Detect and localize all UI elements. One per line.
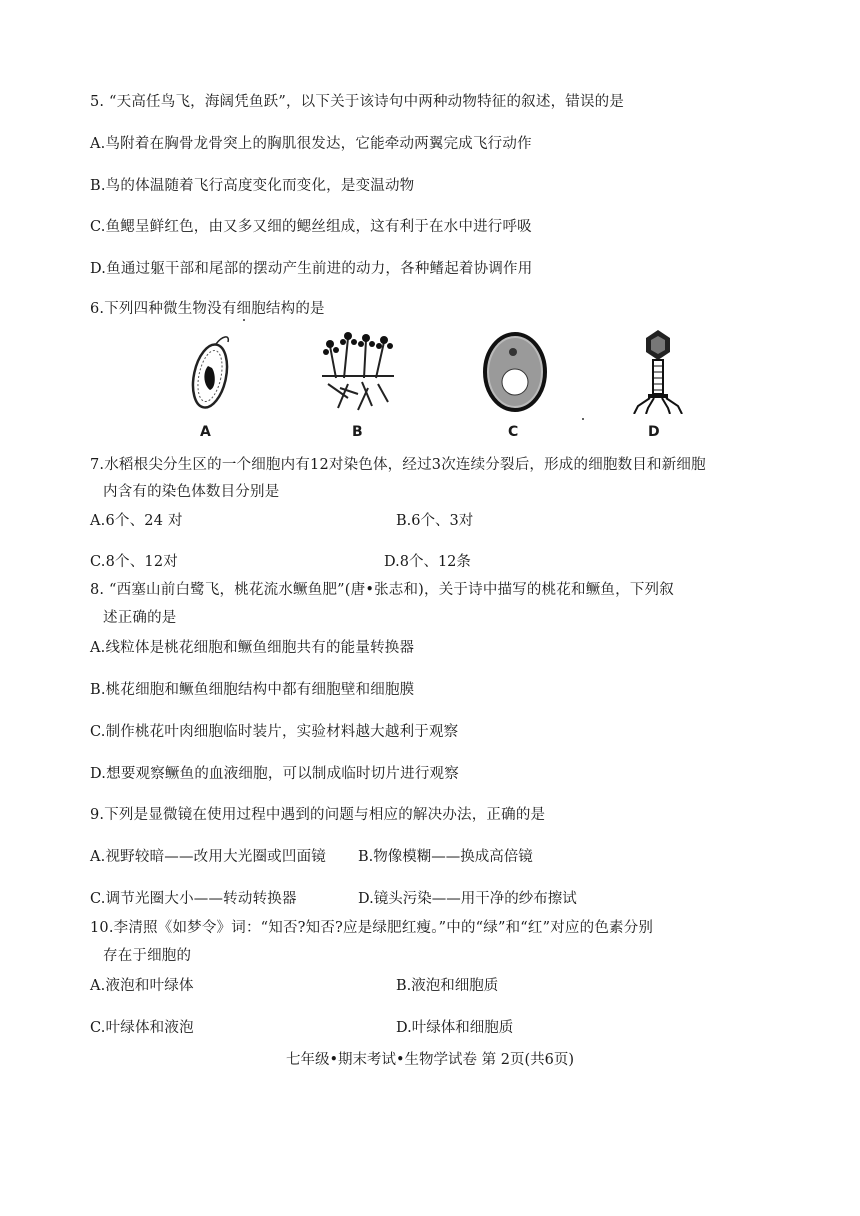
page-footer: 七年级•期末考试•生物学试卷 第 2页(共6页): [285, 1052, 575, 1068]
figure-label-d: D: [648, 424, 660, 440]
q5-option-d: D.鱼通过躯干部和尾部的摆动产生前进的动力，各种鳍起着协调作用: [90, 261, 533, 277]
q8-option-c: C.制作桃花叶肉细胞临时装片，实验材料越大越利于观察: [90, 724, 459, 740]
q5-option-b: B.鸟的体温随着飞行高度变化而变化，是变温动物: [90, 178, 415, 194]
q7-option-c: C.8个、12对: [90, 554, 178, 570]
q10-stem-line2: 存在于细胞的: [103, 948, 192, 964]
q9-option-b: B.物像模糊——换成高倍镜: [358, 849, 533, 865]
bacteriophage-figure: [618, 328, 698, 414]
stray-dot: [582, 418, 584, 420]
q10-option-d: D.叶绿体和细胞质: [396, 1020, 514, 1036]
q8-stem-line1: 8. “西塞山前白鹭飞，桃花流水鳜鱼肥”(唐•张志和)，关于诗中描写的桃花和鳜鱼，下列叙: [90, 582, 674, 598]
q9-option-c: C.调节光圈大小——转动转换器: [90, 891, 297, 907]
q5-option-c: C.鱼鳃呈鲜红色，由又多又细的鳃丝组成，这有利于在水中进行呼吸: [90, 219, 532, 235]
q10-option-c: C.叶绿体和液泡: [90, 1020, 194, 1036]
q10-option-b: B.液泡和细胞质: [396, 978, 499, 994]
q7-option-a: A.6个、24 对: [90, 513, 183, 529]
bacterium-figure: [172, 328, 252, 414]
mold-figure: [318, 328, 398, 414]
q5-option-a: A.鸟附着在胸骨龙骨突上的胸肌很发达，它能牵动两翼完成飞行动作: [90, 136, 532, 152]
figure-label-b: B: [352, 424, 363, 440]
q10-stem-line1: 10.李清照《如梦令》词：“知否?知否?应是绿肥红瘦。”中的“绿”和“红”对应的色素分别: [90, 920, 654, 936]
q10-option-a: A.液泡和叶绿体: [90, 978, 194, 994]
q9-option-d: D.镜头污染——用干净的纱布擦试: [358, 891, 577, 907]
q6-stem: 6.下列四种微生物没有细胞结构的是: [90, 301, 325, 317]
q7-stem-line2: 内含有的染色体数目分别是: [103, 484, 280, 500]
q8-option-b: B.桃花细胞和鳜鱼细胞结构中都有细胞壁和细胞膜: [90, 682, 415, 698]
q7-stem-line1: 7.水稻根尖分生区的一个细胞内有12对染色体，经过3次连续分裂后，形成的细胞数目和新细胞: [90, 457, 706, 473]
q9-option-a: A.视野较暗——改用大光圈或凹面镜: [90, 849, 326, 865]
yeast-figure: [475, 328, 555, 414]
q8-option-a: A.线粒体是桃花细胞和鳜鱼细胞共有的能量转换器: [90, 640, 415, 656]
q8-option-d: D.想要观察鳜鱼的血液细胞，可以制成临时切片进行观察: [90, 766, 459, 782]
q7-option-d: D.8个、12条: [384, 554, 471, 570]
q9-stem: 9.下列是显微镜在使用过程中遇到的问题与相应的解决办法，正确的是: [90, 807, 546, 823]
q8-stem-line2: 述正确的是: [103, 610, 177, 626]
q7-option-b: B.6个、3对: [396, 513, 474, 529]
q5-stem: 5. “天高任鸟飞，海阔凭鱼跃”，以下关于该诗句中两种动物特征的叙述，错误的是: [90, 94, 625, 110]
figure-label-c: C: [508, 424, 519, 440]
emphasis-dot: [243, 319, 245, 321]
figure-label-a: A: [200, 424, 211, 440]
